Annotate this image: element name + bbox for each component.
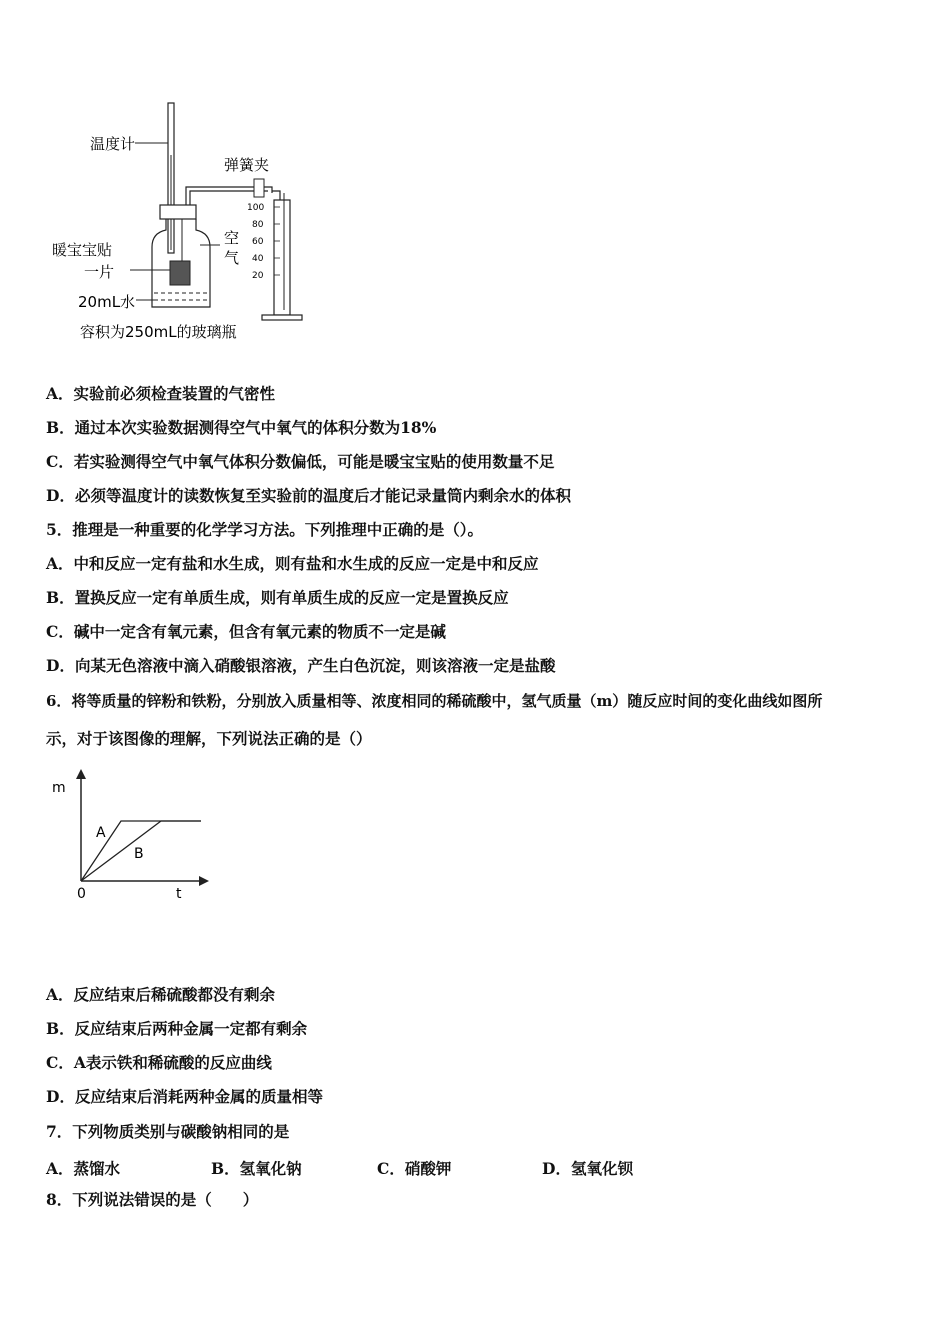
q7-option-b: B．氢氧化钠 (211, 1159, 302, 1178)
q7-option-d: D．氢氧化钡 (542, 1159, 633, 1178)
q6-option-b: B．反应结束后两种金属一定都有剩余 (46, 1019, 308, 1038)
x-axis-arrow (199, 876, 209, 886)
y-axis-label: m (52, 780, 66, 796)
q6-option-c: C．A表示铁和稀硫酸的反应曲线 (46, 1053, 272, 1072)
q5-option-d: D．向某无色溶液中滴入硝酸银溶液，产生白色沉淀，则该溶液一定是盐酸 (46, 656, 556, 675)
cyl-tick-20: 20 (252, 271, 264, 281)
bottle-label: 容积为250mL的玻璃瓶 (80, 323, 237, 341)
q6-stem-line2: 示，对于该图像的理解，下列说法正确的是（） (46, 729, 372, 748)
cyl-tick-60: 60 (252, 237, 264, 247)
q4-option-c: C．若实验测得空气中氧气体积分数偏低，可能是暖宝宝贴的使用数量不足 (46, 452, 555, 471)
air-label-2: 气 (224, 249, 240, 267)
measuring-cylinder (274, 200, 290, 315)
q6-option-a: A．反应结束后稀硫酸都没有剩余 (46, 985, 276, 1004)
q7-option-c: C．硝酸钾 (377, 1159, 452, 1178)
warmer-label-1: 暖宝宝贴 (52, 241, 113, 259)
series-b-label: B (134, 846, 144, 862)
cyl-tick-100: 100 (247, 203, 265, 213)
q7-stem: 7．下列物质类别与碳酸钠相同的是 (46, 1122, 290, 1141)
q5-stem: 5．推理是一种重要的化学学习方法。下列推理中正确的是（）。 (46, 520, 484, 539)
cyl-tick-40: 40 (252, 254, 264, 264)
warmer-label-2: 一片 (84, 263, 115, 281)
spring-clip-label: 弹簧夹 (224, 156, 270, 174)
water-label: 20mL水 (78, 293, 136, 311)
q4-option-d: D．必须等温度计的读数恢复至实验前的温度后才能记录量筒内剩余水的体积 (46, 486, 571, 505)
q6-option-d: D．反应结束后消耗两种金属的质量相等 (46, 1087, 323, 1106)
q4-option-b: B．通过本次实验数据测得空气中氧气的体积分数为18% (46, 418, 437, 437)
apparatus-figure (40, 95, 330, 350)
air-label-1: 空 (224, 229, 240, 247)
origin-label: 0 (77, 886, 86, 902)
q5-option-a: A．中和反应一定有盐和水生成，则有盐和水生成的反应一定是中和反应 (46, 554, 539, 573)
thermometer-label: 温度计 (90, 135, 136, 153)
q4-option-a: A．实验前必须检查装置的气密性 (46, 384, 276, 403)
stopper (160, 205, 196, 219)
x-axis-label: t (176, 886, 182, 902)
y-axis-arrow (76, 769, 86, 779)
q7-option-a: A．蒸馏水 (46, 1159, 121, 1178)
q6-stem-line1: 6．将等质量的锌粉和铁粉，分别放入质量相等、浓度相同的稀硫酸中，氢气质量（m）随反应时间的变化曲线如图所 (46, 692, 823, 710)
q5-option-c: C．碱中一定含有氧元素，但含有氧元素的物质不一定是碱 (46, 622, 446, 641)
q8-stem: 8．下列说法错误的是（ ） (46, 1190, 259, 1209)
series-a-label: A (96, 825, 106, 841)
warmer-patch (170, 261, 190, 285)
q6-chart (45, 765, 215, 905)
spring-clip-shape (254, 179, 264, 197)
cyl-tick-80: 80 (252, 220, 264, 230)
q5-option-b: B．置换反应一定有单质生成，则有单质生成的反应一定是置换反应 (46, 588, 509, 607)
